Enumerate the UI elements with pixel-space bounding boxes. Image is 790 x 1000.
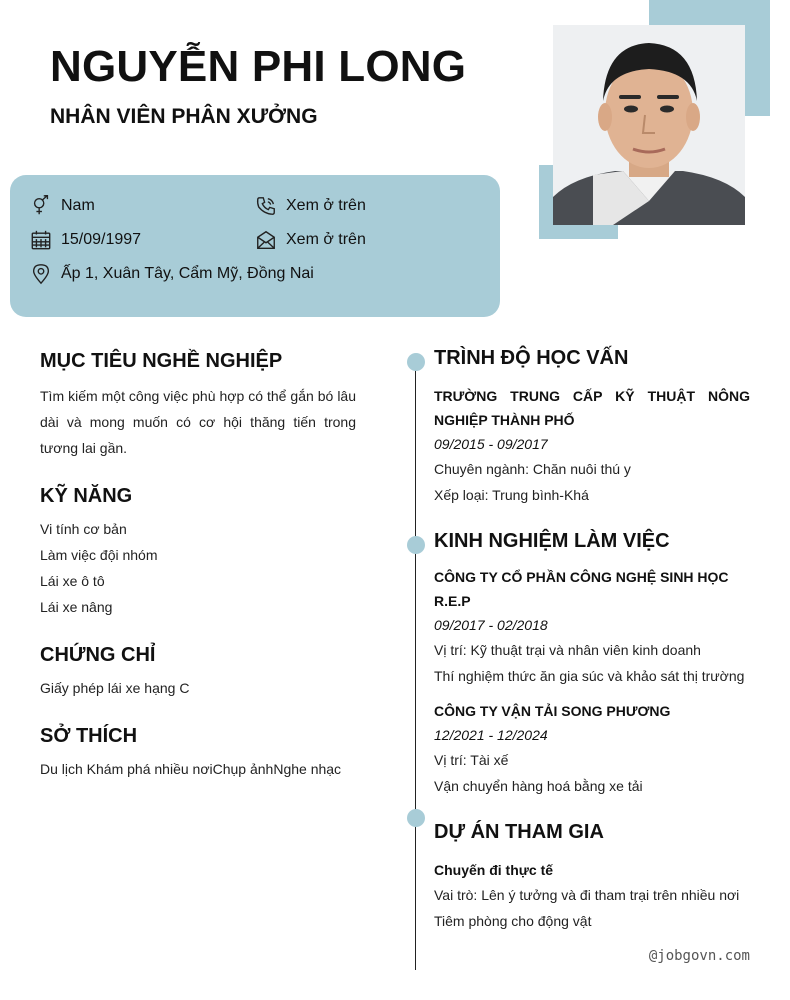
- experience-position: Vị trí: Tài xế: [434, 752, 509, 768]
- education-school: TRƯỜNG TRUNG CẤP KỸ THUẬT NÔNG NGHIỆP THÀNH PHỐ: [434, 388, 750, 428]
- education-title: TRÌNH ĐỘ HỌC VẤN: [434, 347, 629, 369]
- hobbies-title: SỞ THÍCH: [40, 725, 138, 747]
- certificate-item: Giấy phép lái xe hạng C: [40, 680, 190, 696]
- experience-job: [434, 565, 750, 689]
- hobbies-text: Du lịch Khám phá nhiều nơiChụp ảnhNghe nhạc: [40, 761, 342, 777]
- experience-detail: Vận chuyển hàng hoá bằng xe tải: [434, 778, 643, 794]
- calendar-icon: [30, 229, 52, 251]
- phone-row: [255, 195, 366, 217]
- certificates-title: CHỨNG CHỈ: [40, 644, 156, 666]
- project-detail: Tiêm phòng cho động vật: [434, 913, 592, 929]
- portrait-illustration: [553, 25, 745, 225]
- skills-list: [40, 516, 356, 620]
- education-date: 09/2015 - 09/2017: [434, 436, 548, 452]
- experience-date: 09/2017 - 02/2018: [434, 617, 548, 633]
- education-grade: Xếp loại: Trung bình-Khá: [434, 487, 589, 503]
- right-column: [434, 347, 750, 934]
- skill-item: Làm việc đội nhóm: [40, 547, 158, 563]
- project-name: Chuyến đi thực tế: [434, 862, 554, 878]
- mail-icon: [255, 229, 277, 251]
- certificates-list: [40, 675, 356, 701]
- watermark: @jobgovn.com: [648, 948, 750, 964]
- profile-photo: [553, 25, 745, 225]
- phone-value: Xem ở trên: [286, 197, 366, 214]
- objective-text: Tìm kiếm một công việc phù hợp có thể gắn bó lâu dài và mong muốn có cơ hội thăng tiến trong tương lai gần.: [40, 388, 356, 456]
- location-icon: [30, 263, 52, 285]
- project-role: Vai trò: Lên ý tưởng và đi tham trại trên nhiều nơi: [434, 887, 740, 903]
- phone-icon: [255, 195, 277, 217]
- experience-company: CÔNG TY VẬN TẢI SONG PHƯƠNG: [434, 703, 671, 719]
- experience-title: KINH NGHIỆM LÀM VIỆC: [434, 530, 670, 552]
- email-value: Xem ở trên: [286, 231, 366, 248]
- left-column: [40, 350, 356, 782]
- skill-item: Lái xe nâng: [40, 599, 113, 615]
- email-row: [255, 229, 366, 251]
- experience-job: [434, 699, 750, 799]
- skill-item: Vi tính cơ bản: [40, 521, 127, 537]
- experience-date: 12/2021 - 12/2024: [434, 727, 548, 743]
- experience-detail: Thí nghiệm thức ăn gia súc và khảo sát thị trường: [434, 668, 745, 684]
- gender-value: Nam: [61, 197, 95, 214]
- skill-item: Lái xe ô tô: [40, 573, 105, 589]
- objective-title: MỤC TIÊU NGHỀ NGHIỆP: [40, 350, 283, 372]
- birthdate-value: 15/09/1997: [61, 231, 142, 248]
- birthdate-row: [30, 229, 141, 251]
- timeline-line: [415, 360, 416, 970]
- job-title: NHÂN VIÊN PHÂN XƯỞNG: [50, 105, 318, 128]
- candidate-name: NGUYỄN PHI LONG: [50, 42, 467, 91]
- timeline-dot-projects: [407, 809, 425, 827]
- gender-icon: [30, 195, 52, 217]
- education-major: Chuyên ngành: Chăn nuôi thú y: [434, 461, 631, 477]
- timeline-dot-experience: [407, 536, 425, 554]
- address-value: Ấp 1, Xuân Tây, Cẩm Mỹ, Đồng Nai: [61, 265, 314, 282]
- address-row: [30, 263, 314, 285]
- timeline-dot-education: [407, 353, 425, 371]
- gender-row: [30, 195, 95, 217]
- skills-title: KỸ NĂNG: [40, 485, 133, 507]
- experience-position: Vị trí: Kỹ thuật trại và nhân viên kinh doanh: [434, 642, 701, 658]
- experience-company: CÔNG TY CỔ PHẦN CÔNG NGHỆ SINH HỌC R.E.P: [434, 569, 729, 609]
- projects-title: DỰ ÁN THAM GIA: [434, 821, 604, 843]
